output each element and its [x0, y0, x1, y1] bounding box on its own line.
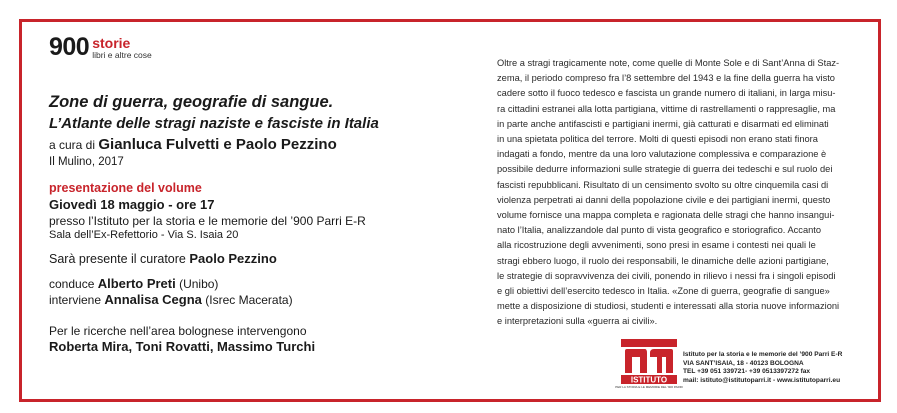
institute-logo-small: PER LA STORIA E LE MEMORIE DEL '900 PARRI	[615, 385, 683, 389]
logo-number: 900	[49, 33, 90, 61]
institute-logo	[615, 339, 683, 389]
institute-tel: TEL +39 051 339721- +39 0513397272 fax	[683, 368, 811, 376]
description-line: le strategie di sopravvivenza dei civili, ponendo in rilievo i nessi fra i singoli episodi	[497, 270, 836, 281]
research-intro: Per le ricerche nell’area bolognese intervengono	[49, 324, 307, 338]
description-line: zema, il periodo compreso fra l’8 settembre del 1943 e la fine della guerra ha visto	[497, 73, 835, 84]
description-line: ra cittadini estranei alla lotta partigiana, vittime di rastrellamenti o rappresaglie, ma	[497, 103, 836, 114]
description-line: e interpretazioni sulla «guerra ai civili».	[497, 316, 658, 327]
editors-names: Gianluca Fulvetti e Paolo Pezzino	[98, 136, 337, 153]
description-line: cadere sotto il fuoco tedesco e fascista un grande numero di italiani, in larga misu-	[497, 88, 836, 99]
description-line: mette a disposizione di studiosi, studenti e interessati alla storia nuove informazioni	[497, 301, 840, 312]
description-line: e gli obiettivi dell’esercito tedesco in Italia. «Zone di guerra, geografie di sangue»	[497, 286, 830, 297]
book-description	[497, 56, 869, 330]
publisher-logo	[49, 35, 469, 69]
curator-prefix: Sarà presente il curatore	[49, 252, 186, 266]
book-subtitle: L’Atlante delle stragi naziste e fasciste in Italia	[49, 115, 379, 132]
curator-line	[49, 251, 277, 266]
moderator-line	[49, 276, 218, 291]
description-line: Oltre a stragi tragicamente note, come quelle di Monte Sole e di Sant’Anna di Staz-	[497, 58, 840, 68]
speaker-name: Annalisa Cegna	[104, 292, 202, 307]
editors-line	[49, 136, 337, 153]
description-line: violenza perpetrati ai danni della popolazione civile e dei partigiani inermi, questo	[497, 194, 831, 205]
description-line: stragi ebbero luogo, il ruolo dei responsabili, le dinamiche delle azioni partigiane,	[497, 255, 829, 266]
institute-contacts: mail: istituto@istitutoparri.it - www.istitutoparri.eu	[683, 376, 841, 384]
description-line: fascisti repubblicani. Risultato di un censimento svolto su oltre cinquemila casi di	[497, 179, 829, 190]
description-line: volume fornisce una mappa completa e ragionata delle stragi che hanno insangui-	[497, 210, 835, 221]
institute-logo-text: ISTITUTO	[630, 375, 668, 385]
interv-prefix: interviene	[49, 293, 102, 307]
moderator-affiliation: (Unibo)	[179, 277, 219, 291]
publisher-line: Il Mulino, 2017	[49, 156, 124, 168]
description-line: in parte anche antifascisti e partigiani inermi, già catturati e disarmati ed eliminati	[497, 118, 829, 129]
event-datetime: Giovedì 18 maggio - ore 17	[49, 197, 215, 212]
institute-name: Istituto per la storia e le memorie del ’900 Parri E-R	[683, 351, 843, 358]
event-room: Sala dell’Ex-Refettorio - Via S. Isaia 20	[49, 229, 239, 241]
description-line: in una spietata politica del terrore. Molti di questi episodi non erano stati finora	[497, 134, 818, 145]
speaker-affiliation: (Isrec Macerata)	[205, 293, 293, 307]
conduce-prefix: conduce	[49, 277, 95, 291]
logo-word: storie	[92, 35, 131, 51]
description-line: alla ricostruzione degli avvenimenti, sono presi in esame i contesti nei quali le	[497, 240, 816, 251]
book-title: Zone di guerra, geografie di sangue.	[49, 93, 334, 111]
researchers-names: Roberta Mira, Toni Rovatti, Massimo Turchi	[49, 339, 316, 354]
logo-tagline: libri e altre cose	[92, 50, 152, 60]
description-line: nato l’Italia, analizzandole dal punto di vista geografico e storiografico. Accanto	[497, 225, 822, 236]
event-venue: presso l’Istituto per la storia e le memorie del ’900 Parri E-R	[49, 214, 366, 228]
description-line: indagati a fondo, mentre da una loro valutazione complessiva e comparazione è	[497, 149, 827, 160]
moderator-name: Alberto Preti	[97, 276, 176, 291]
description-line: possibile dedurre informazioni sulle strategie di guerra dei tedeschi e sul ruolo dei	[497, 164, 833, 175]
speaker-line	[49, 292, 293, 307]
cura-prefix: a cura di	[49, 138, 96, 152]
presentation-label: presentazione del volume	[49, 181, 202, 195]
curator-name: Paolo Pezzino	[189, 251, 277, 266]
institute-address: VIA SANT’ISAIA, 18 - 40123 BOLOGNA	[683, 359, 804, 367]
institute-info	[683, 351, 842, 385]
